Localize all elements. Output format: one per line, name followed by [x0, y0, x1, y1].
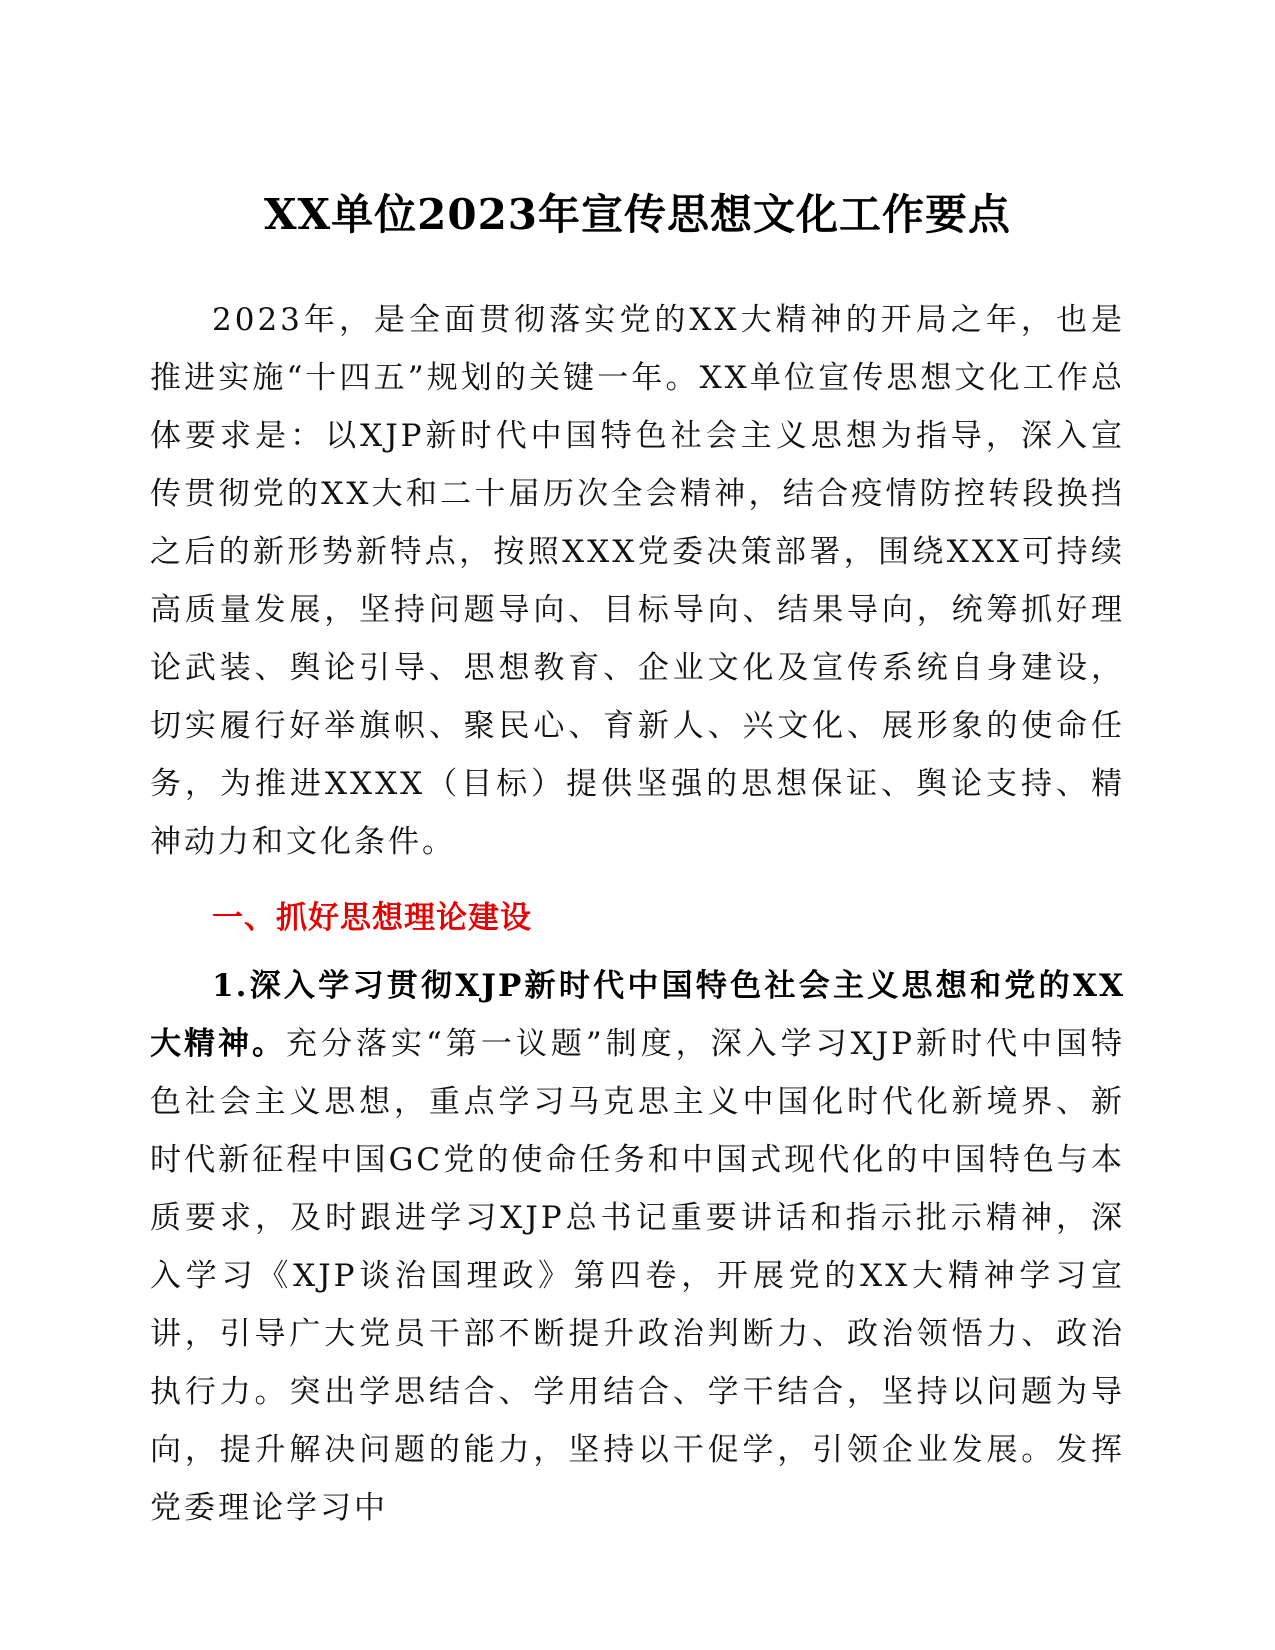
item-1-lead-sentence: 1.深入学习贯彻XJP新时代中国特色社会主义思想和党的XX大精神。	[150, 968, 1125, 1062]
item-1-body-text: 充分落实“第一议题”制度，深入学习XJP新时代中国特色社会主义思想，重点学习马克思主义中国化时代化新境界、新时代新征程中国GC党的使命任务和中国式现代化的中国特色与本质要求，及时跟进学习XJP总书记重要讲话和指示批示精神，深入学习《XJP谈治国理政》第四卷，开展党的XX大精神学习宣讲，引导广大党员干部不断提升政治判断力、政治领悟力、政治执行力。突出学思结合、学用结合、学干结合，坚持以问题为导向，提升解决问题的能力，坚持以干促学，引领企业发展。发挥党委理论学习中	[150, 1026, 1125, 1526]
document-title: XX单位2023年宣传思想文化工作要点	[263, 190, 1012, 239]
section-1-item-1-paragraph	[150, 957, 1125, 1537]
intro-paragraph: 2023年，是全面贯彻落实党的XX大精神的开局之年，也是推进实施“十四五”规划的关键一年。XX单位宣传思想文化工作总体要求是：以XJP新时代中国特色社会主义思想为指导，深入宣传贯彻党的XX大和二十届历次全会精神，结合疫情防控转段换挡之后的新形势新特点，按照XXX党委决策部署，围绕XXX可持续高质量发展，坚持问题导向、目标导向、结果导向，统筹抓好理论武装、舆论引导、思想教育、企业文化及宣传系统自身建设，切实履行好举旗帜、聚民心、育新人、兴文化、展形象的使命任务，为推进XXXX（目标）提供坚强的思想保证、舆论支持、精神动力和文化条件。	[150, 302, 1125, 860]
section-heading-1: 一、抓好思想理论建设	[212, 900, 532, 936]
